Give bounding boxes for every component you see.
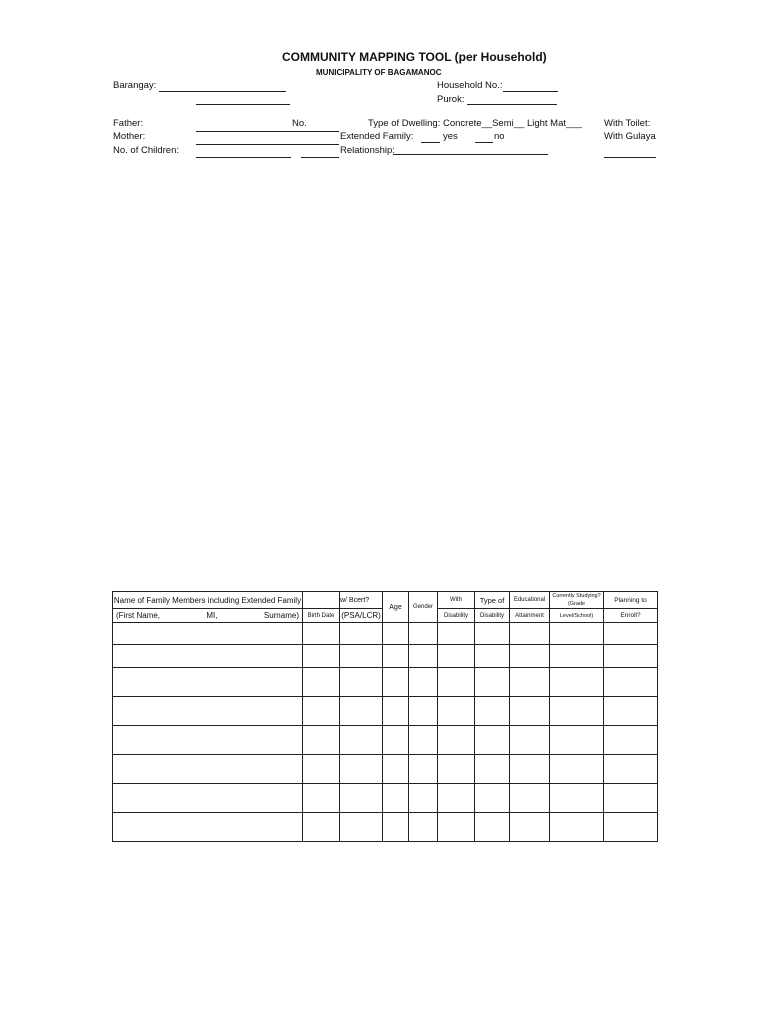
table-cell[interactable] [438,726,475,755]
table-cell[interactable] [113,726,303,755]
page-title: COMMUNITY MAPPING TOOL (per Household) [282,50,547,64]
table-row [113,697,658,726]
table-cell[interactable] [409,697,438,726]
extended-family-yes-blank[interactable] [421,142,440,143]
table-row [113,623,658,645]
table-cell[interactable] [340,623,383,645]
table-cell[interactable] [340,645,383,668]
table-cell[interactable] [340,668,383,697]
table-cell[interactable] [438,623,475,645]
gender-header: Gender [409,592,438,623]
table-cell[interactable] [409,726,438,755]
table-cell[interactable] [510,755,550,784]
relationship-label: Relationship: [340,145,395,156]
with-gulaya-label: With Gulaya [604,131,656,142]
extended-family-label: Extended Family: [340,131,414,142]
table-cell[interactable] [340,784,383,813]
currently-studying-header [550,592,604,609]
table-cell[interactable] [550,784,604,813]
name-header: Name of Family Members including Extended Family [113,592,303,609]
table-cell[interactable] [340,755,383,784]
table-cell[interactable] [604,726,658,755]
table-cell[interactable] [475,623,510,645]
birth-date-header-top [303,592,340,609]
table-cell[interactable] [303,784,340,813]
father-field[interactable] [196,131,339,132]
level-school-header: Level/School) [550,609,604,623]
table-cell[interactable] [409,813,438,842]
table-header-row [113,592,658,609]
extended-family-yes: yes [443,131,458,142]
table-row [113,784,658,813]
birth-date-header: Birth Date [303,609,340,623]
type-of-disability-header-top: Type of [475,592,510,609]
no-of-children-label: No. of Children: [113,145,180,156]
father-label: Father: [113,118,144,129]
with-gulaya-field[interactable] [604,157,656,158]
table-cell[interactable] [303,623,340,645]
table-row [113,645,658,668]
currently-studying-label: Currently Studying? [552,593,601,599]
table-cell[interactable] [113,623,303,645]
table-cell[interactable] [475,784,510,813]
household-no-label: Household No.: [437,80,503,91]
grade-label: (Grade [567,601,586,607]
table-row [113,755,658,784]
table-cell[interactable] [475,668,510,697]
table-cell[interactable] [475,755,510,784]
with-toilet-label: With Toilet: [604,118,651,129]
relationship-field[interactable] [393,154,548,155]
table-cell[interactable] [383,668,409,697]
table-cell[interactable] [409,668,438,697]
household-no-field[interactable] [503,91,558,92]
mother-label: Mother: [113,131,146,142]
table-cell[interactable] [340,726,383,755]
municipality-subtitle: MUNICIPALITY OF BAGAMANOC [316,68,442,77]
table-cell[interactable] [550,755,604,784]
table-cell[interactable] [604,623,658,645]
table-cell[interactable] [550,668,604,697]
table-cell[interactable] [550,813,604,842]
table-cell[interactable] [475,697,510,726]
table-cell[interactable] [113,645,303,668]
family-members-table [112,591,658,842]
mi-label: MI, [206,611,218,620]
table-cell[interactable] [340,813,383,842]
table-cell[interactable] [303,755,340,784]
purok-field[interactable] [467,104,557,105]
table-cell[interactable] [550,623,604,645]
table-cell[interactable] [113,755,303,784]
table-row [113,726,658,755]
table-cell[interactable] [383,784,409,813]
table-cell[interactable] [604,784,658,813]
extended-family-no-blank[interactable] [475,142,493,143]
table-cell[interactable] [438,668,475,697]
table-cell[interactable] [550,645,604,668]
table-cell[interactable] [438,813,475,842]
table-cell[interactable] [510,813,550,842]
table-cell[interactable] [475,726,510,755]
table-cell[interactable] [510,784,550,813]
table-cell[interactable] [303,726,340,755]
table-cell[interactable] [475,813,510,842]
table-cell[interactable] [604,813,658,842]
attainment-header: Attainment [510,609,550,623]
table-cell[interactable] [113,697,303,726]
enroll-header: Enroll? [604,609,658,623]
table-cell[interactable] [510,668,550,697]
table-cell[interactable] [550,697,604,726]
table-cell[interactable] [113,784,303,813]
table-cell[interactable] [438,755,475,784]
table-cell[interactable] [409,645,438,668]
table-cell[interactable] [383,726,409,755]
table-cell[interactable] [383,697,409,726]
table-row [113,813,658,842]
table-cell[interactable] [113,813,303,842]
table-cell[interactable] [303,697,340,726]
barangay-field-extra[interactable] [196,104,290,105]
mother-field[interactable] [196,144,339,145]
no-of-children-field-2[interactable] [301,157,339,158]
table-cell[interactable] [604,755,658,784]
table-cell[interactable] [383,645,409,668]
planning-to-header: Planning to [604,592,658,609]
table-cell[interactable] [475,645,510,668]
table-cell[interactable] [303,645,340,668]
with-disability-header-top: With [438,592,475,609]
table-cell[interactable] [438,645,475,668]
table-cell[interactable] [438,784,475,813]
barangay-label: Barangay: [113,80,157,91]
name-subheader [113,609,303,623]
table-cell[interactable] [113,668,303,697]
educational-header: Educational [510,592,550,609]
table-cell[interactable] [383,813,409,842]
age-header: Age [383,592,409,623]
dwelling-type-label: Type of Dwelling: Concrete__Semi__ Light Mat___ [368,118,582,129]
barangay-field[interactable] [159,91,286,92]
purok-label: Purok: [437,94,465,105]
table-cell[interactable] [510,645,550,668]
table-cell[interactable] [409,755,438,784]
no-label: No. [292,118,307,129]
first-name-label: (First Name, [116,611,160,620]
table-cell[interactable] [409,623,438,645]
surname-label: Surname) [263,611,299,620]
bcert-header: w/ Bcert? [340,592,383,609]
table-cell[interactable] [604,668,658,697]
table-cell[interactable] [510,697,550,726]
table-cell[interactable] [303,668,340,697]
table-cell[interactable] [438,697,475,726]
type-of-disability-header: Disability [475,609,510,623]
table-cell[interactable] [550,726,604,755]
table-cell[interactable] [510,726,550,755]
table-cell[interactable] [604,697,658,726]
table-cell[interactable] [510,623,550,645]
psa-lcr-header: (PSA/LCR) [340,609,383,623]
no-of-children-field[interactable] [196,157,291,158]
table-cell[interactable] [303,813,340,842]
with-disability-header: Disability [438,609,475,623]
table-cell[interactable] [383,755,409,784]
extended-family-no: no [494,131,505,142]
table-cell[interactable] [409,784,438,813]
table-cell[interactable] [340,697,383,726]
table-cell[interactable] [604,645,658,668]
table-row [113,668,658,697]
table-cell[interactable] [383,623,409,645]
